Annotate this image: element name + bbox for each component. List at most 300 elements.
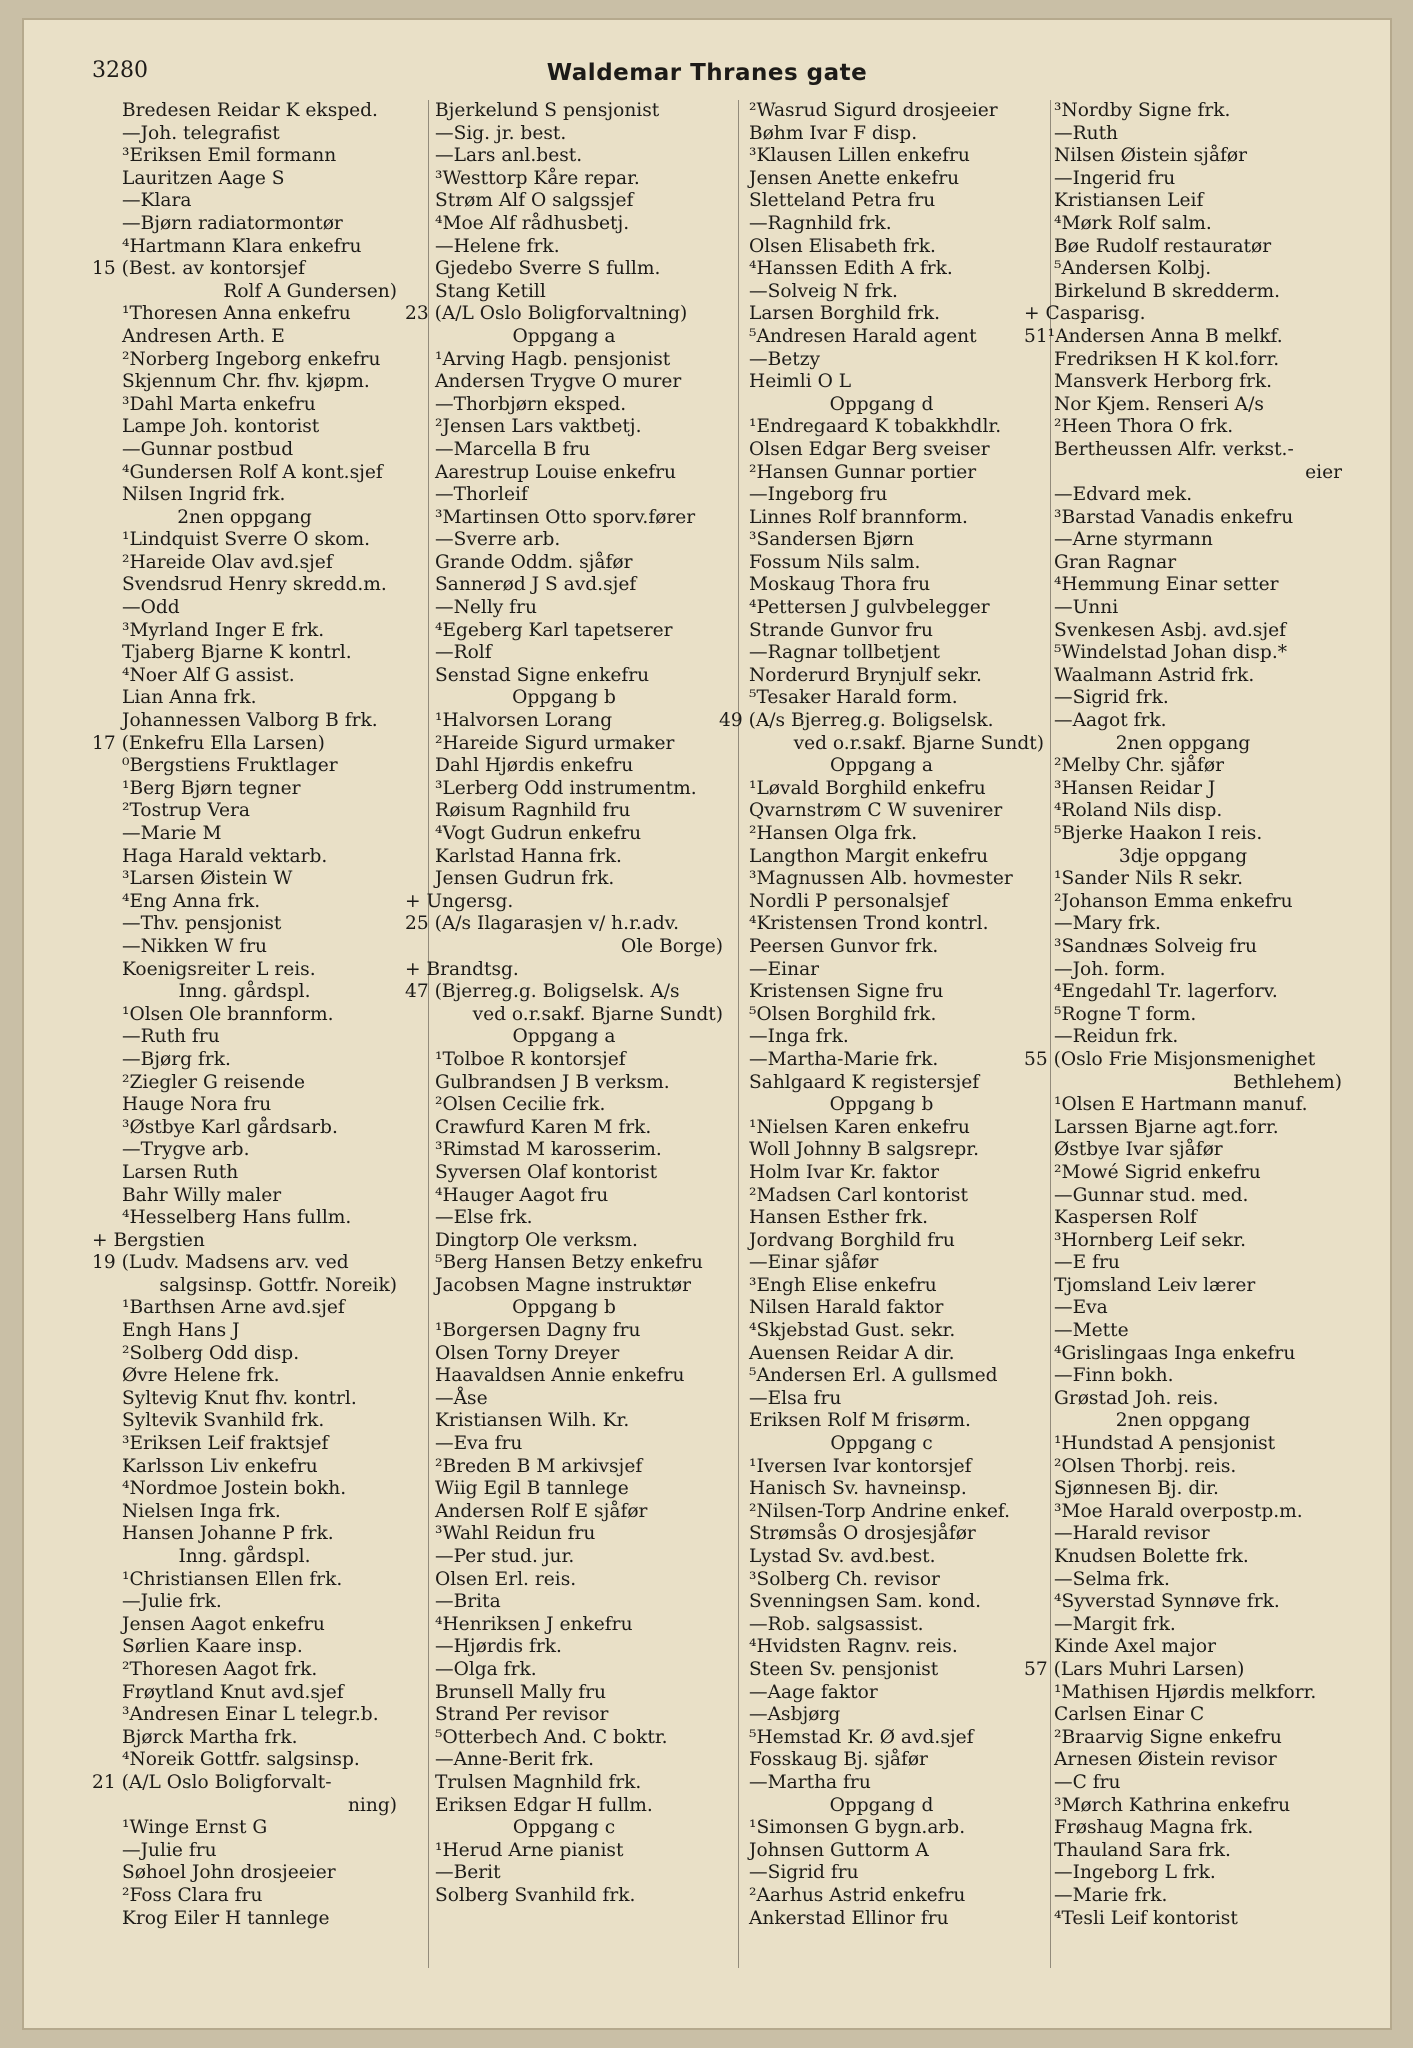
- directory-entry: ¹Christiansen Ellen frk.: [122, 1568, 343, 1590]
- directory-entry: Jensen Gudrun frk.: [435, 868, 615, 890]
- directory-entry: Gjedebo Sverre S fullm.: [435, 258, 661, 280]
- directory-entry: ²Madsen Carl kontorist: [749, 1184, 968, 1206]
- directory-entry: Arnesen Øistein revisor: [1054, 1749, 1277, 1771]
- directory-entry: Langthon Margit enkefru: [749, 845, 989, 867]
- directory-entry: ²Johanson Emma enkefru: [1054, 890, 1293, 912]
- directory-entry: ²Olsen Cecilie frk.: [435, 1094, 606, 1116]
- directory-entry: ¹Thoresen Anna enkefru: [122, 303, 351, 325]
- directory-entry: Øvre Helene frk.: [122, 1365, 280, 1387]
- directory-entry: —Olga frk.: [435, 1658, 537, 1680]
- directory-entry: 15 (Best. av kontorsjef: [92, 258, 306, 280]
- directory-entry: —Harald revisor: [1054, 1523, 1210, 1545]
- directory-entry: Larsen Borghild frk.: [749, 303, 941, 325]
- directory-entry: ²Foss Clara fru: [122, 1884, 263, 1906]
- directory-entry: —Nelly fru: [435, 597, 537, 619]
- directory-entry: —Ruth fru: [122, 1026, 220, 1048]
- directory-entry: ²Hansen Olga frk.: [749, 823, 918, 844]
- directory-entry: ning): [347, 1794, 397, 1816]
- directory-entry: ³Moe Harald overpostp.m.: [1054, 1500, 1303, 1522]
- directory-entry: ⁴Hanssen Edith A frk.: [749, 258, 953, 280]
- directory-entry: ¹Lindquist Sverre O skom.: [122, 529, 371, 551]
- directory-entry: ²Breden B M arkivsjef: [435, 1455, 643, 1477]
- directory-entry: Eriksen Edgar H fullm.: [435, 1794, 653, 1816]
- directory-entry: Jensen Aagot enkefru: [122, 1613, 325, 1635]
- directory-entry: ²Nilsen-Torp Andrine enkef.: [749, 1500, 1011, 1522]
- directory-entry: Bethlehem): [1233, 1071, 1342, 1093]
- directory-entry: Johnsen Guttorm A: [749, 1839, 929, 1861]
- directory-entry: ⁴Hemmung Einar setter: [1054, 574, 1279, 596]
- directory-entry: 23 (A/L Oslo Boligforvaltning): [405, 303, 688, 325]
- directory-entry: —Unni: [1054, 597, 1119, 619]
- directory-entry: ³Hansen Reidar J: [1054, 777, 1216, 799]
- directory-entry: Auensen Reidar A dir.: [749, 1342, 955, 1364]
- directory-entry: 2nen oppgang: [1115, 732, 1251, 754]
- directory-entry: eier: [1305, 461, 1342, 483]
- directory-entry: —Mette: [1054, 1320, 1129, 1342]
- directory-entry: Dahl Hjørdis enkefru: [435, 755, 634, 777]
- directory-entry: ⁴Nordmoe Jostein bokh.: [122, 1478, 347, 1500]
- directory-entry: —Reidun frk.: [1054, 1026, 1179, 1048]
- directory-entry: 19 (Ludv. Madsens arv. ved: [92, 1252, 349, 1274]
- directory-entry: 57 (Lars Muhri Larsen): [1024, 1658, 1245, 1680]
- directory-entry: ⁵Berg Hansen Betzy enkefru: [435, 1252, 703, 1274]
- directory-entry: ⁵Otterbech And. C boktr.: [435, 1726, 668, 1748]
- directory-entry: Steen Sv. pensjonist: [749, 1658, 939, 1680]
- directory-entry: —Thorbjørn eksped.: [435, 393, 627, 415]
- directory-entry: Oppgang c: [512, 1817, 616, 1839]
- directory-entry: ²Heen Thora O frk.: [1054, 416, 1234, 438]
- directory-entry: Kristiansen Leif: [1054, 190, 1204, 212]
- directory-entry: ³Eriksen Emil formann: [122, 145, 337, 167]
- directory-entry: salgsinsp. Gottfr. Noreik): [159, 1274, 397, 1296]
- directory-entry: ²Hareide Sigurd urmaker: [435, 732, 675, 754]
- directory-entry: ⁵Hemstad Kr. Ø avd.sjef: [749, 1726, 974, 1748]
- directory-entry: Fredriksen H K kol.forr.: [1054, 348, 1280, 370]
- directory-entry: —Gunnar postbud: [122, 438, 294, 460]
- directory-entry: ¹Nielsen Karen enkefru: [749, 1116, 970, 1138]
- directory-entry: ¹Herud Arne pianist: [435, 1839, 624, 1861]
- directory-entry: —Edvard mek.: [1054, 484, 1193, 506]
- directory-entry: ²Mowé Sigrid enkefru: [1054, 1161, 1261, 1183]
- directory-entry: ⁵Andersen Kolbj.: [1054, 258, 1212, 280]
- directory-entry: ²Solberg Odd disp.: [122, 1342, 300, 1364]
- directory-entry: Grande Oddm. sjåfør: [435, 551, 633, 573]
- directory-entry: ³Martinsen Otto sporv.fører: [435, 506, 696, 528]
- directory-entry: —Betzy: [749, 348, 821, 370]
- directory-entry: Brunsell Mally fru: [435, 1681, 607, 1703]
- directory-entry: 49 (A/s Bjerreg.g. Boligselsk.: [719, 710, 994, 732]
- directory-entry: —Brita: [435, 1591, 501, 1613]
- directory-entry: Hanisch Sv. havneinsp.: [749, 1478, 967, 1500]
- directory-entry: Carlsen Einar C: [1054, 1704, 1205, 1726]
- directory-entry: Fossum Nils salm.: [749, 551, 921, 573]
- directory-entry: ³Wahl Reidun fru: [435, 1523, 596, 1545]
- directory-entry: ²Norberg Ingeborg enkefru: [122, 348, 381, 370]
- directory-entry: Johannessen Valborg B frk.: [122, 710, 378, 732]
- directory-entry: Karlstad Hanna frk.: [435, 845, 622, 867]
- directory-entry: Inng. gårdspl.: [178, 1546, 311, 1567]
- directory-entry: —Sverre arb.: [435, 529, 561, 551]
- directory-entry: Crawfurd Karen M frk.: [435, 1116, 652, 1138]
- directory-entry: —Aage faktor: [749, 1681, 878, 1703]
- directory-entry: Sannerød J S avd.sjef: [435, 574, 637, 596]
- directory-entry: —Julie fru: [122, 1839, 217, 1861]
- directory-entry: Bertheussen Alfr. verkst.-: [1054, 438, 1294, 460]
- directory-entry: 17 (Enkefru Ella Larsen): [92, 732, 325, 754]
- directory-entry: ⁴Egeberg Karl tapetserer: [435, 619, 673, 641]
- directory-entry: Bahr Willy maler: [122, 1184, 282, 1206]
- directory-entry: ⁵Bjerke Haakon I reis.: [1054, 823, 1263, 844]
- directory-entry: ³Barstad Vanadis enkefru: [1054, 506, 1294, 528]
- directory-entry: ⁵Andresen Harald agent: [749, 325, 977, 347]
- directory-entry: ³Nordby Signe frk.: [1054, 100, 1231, 121]
- directory-entry: Thauland Sara frk.: [1054, 1839, 1231, 1861]
- directory-entry: —Asbjørg: [749, 1704, 841, 1726]
- directory-entry: Gulbrandsen J B verksm.: [435, 1071, 670, 1093]
- directory-entry: —Arne styrmann: [1054, 529, 1213, 551]
- directory-entry: Woll Johnny B salgsrepr.: [749, 1139, 979, 1161]
- directory-entry: ⁰Bergstiens Fruktlager: [122, 755, 338, 777]
- directory-entry: —Nikken W fru: [122, 935, 268, 957]
- directory-entry: —Sigrid fru: [749, 1862, 859, 1884]
- directory-entry: ³Myrland Inger E frk.: [122, 619, 325, 641]
- directory-entry: Kristensen Signe fru: [749, 981, 944, 1003]
- directory-entry: Kristiansen Wilh. Kr.: [435, 1410, 630, 1432]
- directory-column-2: [405, 100, 723, 1908]
- directory-entry: —Rob. salgsassist.: [749, 1613, 924, 1635]
- directory-entry: ⁴Skjebstad Gust. sekr.: [749, 1320, 956, 1342]
- directory-entry: Peersen Gunvor frk.: [749, 935, 939, 957]
- directory-entry: Fosskaug Bj. sjåfør: [749, 1749, 928, 1771]
- directory-entry: ¹Olsen Ole brannform.: [122, 1003, 334, 1025]
- directory-entry: Birkelund B skredderm.: [1054, 280, 1280, 302]
- directory-entry: Oppgang b: [829, 1094, 934, 1116]
- directory-entry: ¹Winge Ernst G: [122, 1817, 268, 1839]
- directory-entry: Andersen Trygve O murer: [435, 371, 682, 393]
- directory-entry: Koenigsreiter L reis.: [122, 958, 316, 980]
- directory-entry: —Martha fru: [749, 1771, 871, 1793]
- directory-entry: Ole Borge): [620, 935, 723, 957]
- directory-entry: Trulsen Magnhild frk.: [435, 1771, 642, 1793]
- directory-entry: —C fru: [1054, 1771, 1121, 1793]
- directory-entry: ⁴Moe Alf rådhusbetj.: [435, 212, 630, 234]
- directory-entry: + Brandtsg.: [405, 958, 519, 980]
- directory-entry: ¹Endregaard K tobakkhdlr.: [749, 416, 1002, 438]
- directory-entry: Andersen Rolf E sjåfør: [435, 1500, 648, 1522]
- directory-entry: —Bjørg frk.: [122, 1048, 231, 1070]
- directory-entry: Solberg Svanhild frk.: [435, 1884, 636, 1906]
- directory-entry: Oppgang a: [512, 325, 616, 347]
- directory-entry: ³Magnussen Alb. hovmester: [749, 868, 1013, 890]
- directory-entry: Olsen Torny Dreyer: [435, 1342, 620, 1364]
- directory-entry: Skjennum Chr. fhv. kjøpm.: [122, 371, 370, 393]
- directory-entry: Oppgang c: [830, 1433, 933, 1455]
- directory-entry: —Berit: [435, 1862, 501, 1884]
- directory-entry: 51¹Andersen Anna B melkf.: [1024, 325, 1283, 347]
- directory-column-4: [1024, 100, 1342, 1930]
- directory-entry: —Margit frk.: [1054, 1613, 1176, 1635]
- directory-entry: ³Dahl Marta enkefru: [122, 393, 316, 415]
- directory-entry: ³Solberg Ch. revisor: [749, 1568, 940, 1590]
- directory-entry: ²Wasrud Sigurd drosjeeier: [749, 100, 998, 121]
- directory-entry: ¹Halvorsen Lorang: [435, 710, 613, 732]
- directory-entry: Ankerstad Ellinor fru: [749, 1907, 949, 1929]
- directory-entry: —Else frk.: [435, 1207, 533, 1229]
- street-title: Waldemar Thranes gate: [546, 60, 868, 86]
- directory-entry: ²Melby Chr. sjåfør: [1054, 755, 1224, 777]
- directory-entry: —Elsa fru: [749, 1387, 842, 1409]
- directory-entry: ved o.r.sakf. Bjarne Sundt): [472, 1003, 723, 1025]
- directory-entry: ³Andresen Einar L telegr.b.: [122, 1704, 379, 1726]
- directory-entry: ⁴Vogt Gudrun enkefru: [435, 823, 642, 844]
- directory-entry: ⁵Windelstad Johan disp.*: [1054, 642, 1288, 664]
- directory-entry: Bøhm Ivar F disp.: [749, 122, 918, 144]
- directory-entry: Søhoel John drosjeeier: [122, 1862, 336, 1884]
- directory-entry: —Mary frk.: [1054, 913, 1161, 935]
- directory-entry: —Gunnar stud. med.: [1054, 1184, 1249, 1206]
- directory-entry: ¹Sander Nils R sekr.: [1054, 868, 1244, 890]
- directory-entry: Olsen Erl. reis.: [435, 1568, 577, 1590]
- directory-entry: Nielsen Inga frk.: [122, 1500, 281, 1522]
- directory-entry: ³Lerberg Odd instrumentm.: [435, 777, 697, 799]
- directory-entry: —E fru: [1054, 1252, 1120, 1274]
- directory-entry: —Ingeborg fru: [749, 484, 888, 506]
- directory-entry: Sahlgaard K registersjef: [749, 1071, 980, 1093]
- directory-entry: ³Rimstad M karosserim.: [435, 1139, 662, 1161]
- directory-entry: ⁴Kristensen Trond kontrl.: [749, 913, 989, 935]
- directory-entry: Rolf A Gundersen): [223, 280, 397, 302]
- directory-entry: ¹Simonsen G bygn.arb.: [749, 1817, 966, 1839]
- directory-entry: 3dje oppgang: [1118, 845, 1248, 867]
- directory-entry: ⁴Hartmann Klara enkefru: [122, 235, 362, 257]
- directory-entry: ¹Olsen E Hartmann manuf.: [1054, 1094, 1308, 1116]
- directory-entry: Gran Ragnar: [1054, 551, 1177, 573]
- directory-entry: ⁴Hvidsten Ragnv. reis.: [749, 1636, 958, 1658]
- directory-entry: Krog Eiler H tannlege: [122, 1907, 330, 1929]
- directory-entry: Moskaug Thora fru: [749, 574, 931, 596]
- directory-entry: ²Olsen Thorbj. reis.: [1054, 1455, 1237, 1477]
- directory-entry: —Ruth: [1054, 122, 1119, 144]
- directory-entry: ³Hornberg Leif sekr.: [1054, 1229, 1246, 1251]
- directory-entry: Karlsson Liv enkefru: [122, 1455, 318, 1477]
- directory-entry: Hauge Nora fru: [122, 1094, 272, 1116]
- directory-entry: ³Østbye Karl gårdsarb.: [122, 1116, 338, 1138]
- directory-entry: ⁵Rogne T form.: [1054, 1003, 1197, 1025]
- directory-entry: —Marie M: [122, 823, 222, 844]
- directory-entry: —Joh. telegrafist: [122, 122, 280, 144]
- directory-entry: —Ingeborg L frk.: [1054, 1862, 1216, 1884]
- directory-entry: ⁴Noreik Gottfr. salgsinsp.: [122, 1749, 360, 1771]
- directory-entry: 47 (Bjerreg.g. Boligselsk. A/s: [405, 981, 680, 1003]
- directory-entry: 2nen oppgang: [177, 506, 312, 528]
- directory-entry: Strande Gunvor fru: [749, 619, 934, 641]
- directory-entry: —Odd: [122, 597, 180, 619]
- directory-entry: Sjønnesen Bj. dir.: [1054, 1478, 1219, 1500]
- directory-entry: —Sigrid frk.: [1054, 687, 1169, 709]
- directory-entry: ⁴Tesli Leif kontorist: [1054, 1907, 1238, 1929]
- directory-entry: ²Tostrup Vera: [122, 800, 250, 822]
- directory-entry: Inng. gårdspl.: [178, 981, 311, 1003]
- directory-entry: Lystad Sv. avd.best.: [749, 1546, 936, 1567]
- directory-entry: —Einar sjåfør: [749, 1252, 879, 1274]
- directory-entry: Frøytland Knut avd.sjef: [122, 1681, 344, 1703]
- directory-entry: Strømsås O drosjesjåfør: [749, 1523, 976, 1545]
- directory-entry: ³Larsen Øistein W: [122, 868, 293, 890]
- directory-entry: ⁴Syverstad Synnøve frk.: [1054, 1591, 1280, 1613]
- directory-entry: Tjomsland Leiv lærer: [1054, 1274, 1256, 1296]
- directory-entry: ⁵Andersen Erl. A gullsmed: [749, 1365, 998, 1387]
- directory-entry: —Helene frk.: [435, 235, 560, 257]
- directory-entry: ³Sandersen Bjørn: [749, 529, 914, 551]
- directory-entry: Heimli O L: [749, 371, 852, 393]
- directory-entry: Linnes Rolf brannform.: [749, 506, 968, 528]
- directory-entry: Dingtorp Ole verksm.: [435, 1229, 638, 1251]
- directory-entry: —Thorleif: [435, 484, 528, 506]
- directory-entry: —Inga frk.: [749, 1026, 849, 1048]
- directory-entry: Oppgang a: [512, 1026, 616, 1048]
- directory-entry: Sørlien Kaare insp.: [122, 1636, 303, 1658]
- directory-entry: ²Hareide Olav avd.sjef: [122, 551, 333, 573]
- directory-entry: —Aagot frk.: [1054, 710, 1167, 732]
- directory-entry: Engh Hans J: [122, 1320, 240, 1342]
- directory-entry: + Ungersg.: [405, 890, 514, 912]
- directory-entry: Østbye Ivar sjåfør: [1054, 1139, 1223, 1161]
- directory-entry: Mansverk Herborg frk.: [1054, 371, 1273, 393]
- directory-entry: —Bjørn radiatormontør: [122, 212, 343, 234]
- directory-entry: Jensen Anette enkefru: [749, 167, 960, 189]
- directory-entry: —Per stud. jur.: [435, 1546, 575, 1567]
- directory-entry: Syltevig Knut fhv. kontrl.: [122, 1387, 357, 1409]
- directory-entry: Norderurd Brynjulf sekr.: [749, 664, 982, 686]
- directory-entry: 25 (A/s Ilagarasjen v/ h.r.adv.: [405, 913, 680, 935]
- directory-entry: ²Hansen Gunnar portier: [749, 461, 977, 483]
- directory-entry: —Lars anl.best.: [435, 145, 583, 167]
- directory-entry: —Ragnhild frk.: [749, 212, 892, 234]
- directory-entry: Kaspersen Rolf: [1054, 1207, 1197, 1229]
- directory-entry: —Marie frk.: [1054, 1884, 1168, 1906]
- directory-entry: Sletteland Petra fru: [749, 190, 936, 212]
- directory-entry: —Ragnar tollbetjent: [749, 642, 941, 664]
- directory-entry: Eriksen Rolf M frisørm.: [749, 1410, 971, 1432]
- directory-entry: Jordvang Borghild fru: [749, 1229, 955, 1251]
- directory-entry: Larsen Ruth: [122, 1161, 239, 1183]
- directory-entry: ⁴Mørk Rolf salm.: [1054, 212, 1212, 234]
- directory-entry: —Klara: [122, 190, 192, 212]
- directory-entry: ¹Arving Hagb. pensjonist: [435, 348, 671, 370]
- directory-entry: Kinde Axel major: [1054, 1636, 1216, 1658]
- directory-entry: ⁴Eng Anna frk.: [122, 890, 261, 912]
- directory-entry: —Finn bokh.: [1054, 1365, 1174, 1387]
- directory-entry: + Casparisg.: [1024, 303, 1146, 325]
- directory-entry: Oppgang b: [512, 687, 616, 709]
- directory-entry: 55 (Oslo Frie Misjonsmenighet: [1024, 1048, 1316, 1070]
- directory-entry: —Eva: [1054, 1297, 1108, 1319]
- directory-entry: —Marcella B fru: [435, 438, 591, 460]
- directory-entry: ³Westtorp Kåre repar.: [435, 167, 640, 189]
- directory-entry: Oppgang d: [829, 1794, 934, 1816]
- directory-column-1: [92, 100, 397, 1930]
- directory-entry: —Hjørdis frk.: [435, 1636, 562, 1658]
- directory-entry: ³Eriksen Leif fraktsjef: [122, 1433, 329, 1455]
- directory-entry: Nilsen Harald faktor: [749, 1297, 944, 1319]
- directory-entry: ⁴Grislingaas Inga enkefru: [1054, 1342, 1296, 1364]
- directory-entry: ¹Berg Bjørn tegner: [122, 777, 301, 799]
- directory-entry: ⁴Noer Alf G assist.: [122, 664, 295, 686]
- directory-entry: Syversen Olaf kontorist: [435, 1161, 658, 1183]
- directory-entry: ²Ziegler G reisende: [122, 1071, 306, 1093]
- directory-entry: Stang Ketill: [435, 280, 546, 302]
- directory-entry: —Eva fru: [435, 1433, 523, 1455]
- directory-entry: —Sig. jr. best.: [435, 122, 567, 144]
- directory-entry: ⁴Engedahl Tr. lagerforv.: [1054, 981, 1278, 1003]
- directory-entry: Svenningsen Sam. kond.: [749, 1591, 981, 1613]
- directory-entry: —Joh. form.: [1054, 958, 1166, 980]
- directory-entry: Hansen Johanne P frk.: [122, 1523, 334, 1545]
- directory-entry: Grøstad Joh. reis.: [1054, 1387, 1219, 1409]
- directory-entry: ⁴Hesselberg Hans fullm.: [122, 1207, 352, 1229]
- directory-entry: —Åse: [435, 1387, 488, 1409]
- directory-entry: ²Braarvig Signe enkefru: [1054, 1726, 1282, 1748]
- directory-entry: 21 (A/L Oslo Boligforvalt-: [92, 1771, 332, 1793]
- directory-entry: Wiig Egil B tannlege: [435, 1478, 629, 1500]
- directory-entry: ¹Hundstad A pensjonist: [1054, 1433, 1276, 1455]
- directory-entry: Syltevik Svanhild frk.: [122, 1410, 325, 1432]
- directory-entry: Svendsrud Henry skredd.m.: [122, 574, 387, 596]
- directory-entry: Knudsen Bolette frk.: [1054, 1546, 1249, 1567]
- directory-entry: ved o.r.sakf. Bjarne Sundt): [793, 732, 1044, 754]
- directory-entry: ⁴Pettersen J gulvbelegger: [749, 597, 990, 619]
- directory-page: [22, 18, 1392, 2030]
- directory-entry: Nor Kjem. Renseri A/s: [1054, 393, 1264, 415]
- directory-entry: Nilsen Øistein sjåfør: [1054, 145, 1247, 167]
- directory-entry: —Martha-Marie frk.: [749, 1048, 939, 1070]
- directory-entry: Hansen Esther frk.: [749, 1207, 929, 1229]
- directory-entry: Lian Anna frk.: [122, 687, 257, 709]
- directory-entry: ¹Mathisen Hjørdis melkforr.: [1054, 1681, 1317, 1703]
- directory-entry: ¹Iversen Ivar kontorsjef: [749, 1455, 972, 1477]
- directory-entry: ³Sandnæs Solveig fru: [1054, 935, 1257, 957]
- directory-entry: Jacobsen Magne instruktør: [435, 1274, 692, 1296]
- directory-entry: ⁵Tesaker Harald form.: [749, 687, 958, 709]
- directory-entry: Lampe Joh. kontorist: [122, 416, 320, 438]
- directory-entry: —Ingerid fru: [1054, 167, 1176, 189]
- directory-entry: Andresen Arth. E: [122, 325, 285, 347]
- directory-entry: ¹Barthsen Arne avd.sjef: [122, 1297, 345, 1319]
- directory-entry: ⁴Roland Nils disp.: [1054, 800, 1223, 822]
- directory-entry: ¹Borgersen Dagny fru: [435, 1320, 641, 1342]
- directory-entry: Haavaldsen Annie enkefru: [435, 1365, 685, 1387]
- directory-entry: Olsen Elisabeth frk.: [749, 235, 936, 257]
- directory-entry: Aarestrup Louise enkefru: [435, 461, 677, 483]
- directory-entry: ²Thoresen Aagot frk.: [122, 1658, 318, 1680]
- directory-entry: + Bergstien: [92, 1229, 205, 1251]
- directory-entry: Larssen Bjarne agt.forr.: [1054, 1116, 1279, 1138]
- directory-entry: Qvarnstrøm C W suvenirer: [749, 800, 1003, 822]
- directory-entry: ¹Tolboe R kontorsjef: [435, 1048, 626, 1070]
- directory-entry: Haga Harald vektarb.: [122, 845, 328, 867]
- directory-entry: Waalmann Astrid frk.: [1054, 664, 1255, 686]
- directory-entry: ³Klausen Lillen enkefru: [749, 145, 970, 167]
- directory-entry: 2nen oppgang: [1115, 1410, 1251, 1432]
- directory-entry: Svenkesen Asbj. avd.sjef: [1054, 619, 1286, 641]
- directory-entry: Oppgang b: [512, 1297, 616, 1319]
- directory-entry: —Trygve arb.: [122, 1139, 250, 1161]
- directory-entry: ¹Løvald Borghild enkefru: [749, 777, 986, 799]
- page-number: 3280: [92, 58, 148, 83]
- directory-entry: ²Aarhus Astrid enkefru: [749, 1884, 966, 1906]
- directory-entry: Strand Per revisor: [435, 1704, 609, 1726]
- directory-column-3: [719, 100, 1044, 1930]
